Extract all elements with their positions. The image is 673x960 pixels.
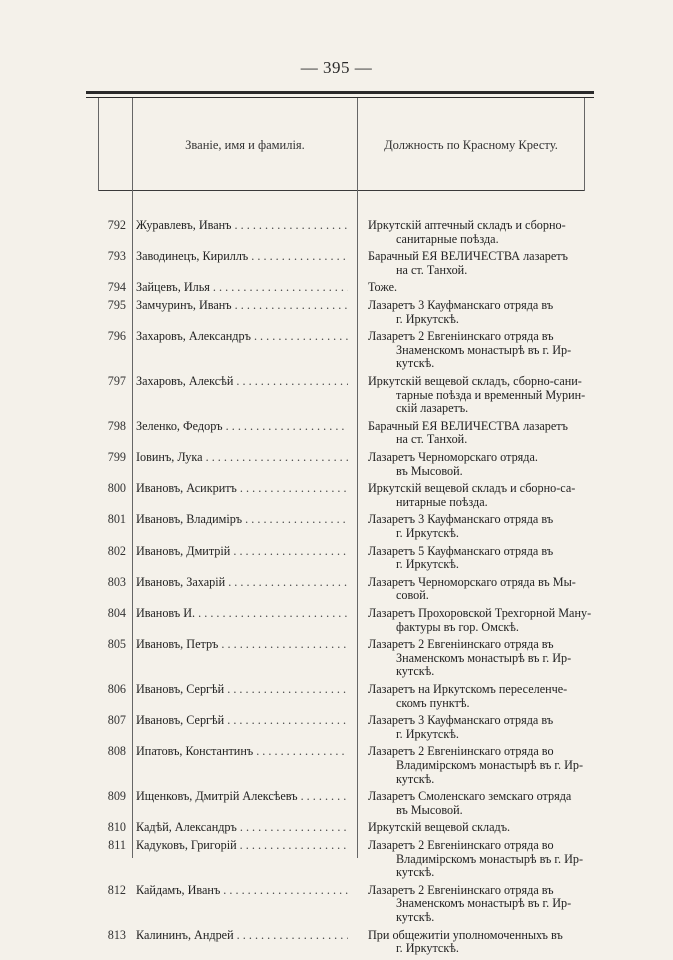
row-number: 807 xyxy=(107,713,126,728)
red-cross-position xyxy=(368,299,584,326)
red-cross-position xyxy=(368,638,584,679)
red-cross-position xyxy=(368,929,584,956)
red-cross-position xyxy=(368,513,584,540)
row-number: 796 xyxy=(107,329,126,344)
row-number: 794 xyxy=(107,280,126,295)
person-name: Кайдамъ, Иванъ . . . xyxy=(136,884,348,898)
row-number: 801 xyxy=(107,512,126,527)
position-line: Иркутскій вещевой складъ. xyxy=(368,820,511,835)
position-line: Барачный ЕЯ ВЕЛИЧЕСТВА лазаретъ xyxy=(368,249,568,264)
position-line: Лазаретъ 2 Евгеніинскаго отряда въ xyxy=(368,637,554,652)
row-number: 792 xyxy=(107,218,126,232)
position-line: кутскѣ. xyxy=(396,356,435,371)
red-cross-position xyxy=(368,839,584,880)
red-cross-position xyxy=(368,420,584,447)
column-divider xyxy=(584,98,585,191)
page-number: — 395 — xyxy=(300,58,373,77)
row-number: 795 xyxy=(107,298,126,312)
red-cross-position xyxy=(368,375,584,416)
person-name: Ивановъ, Захарій . . . xyxy=(136,576,348,590)
person-name: Зеленко, Федоръ . . . xyxy=(136,420,348,434)
position-line: Лазаретъ 2 Евгеніинскаго отряда во xyxy=(368,744,554,759)
person-name: Зайцевъ, Илья . . . xyxy=(136,281,348,295)
position-line: Лазаретъ 2 Евгеніинскаго отряда во xyxy=(368,838,554,852)
position-line: кутскѣ. xyxy=(396,865,435,880)
red-cross-position xyxy=(368,683,584,710)
red-cross-position xyxy=(368,714,584,741)
top-rule-thick xyxy=(86,91,594,94)
red-cross-position xyxy=(368,451,584,478)
position-line: кутскѣ. xyxy=(396,664,435,679)
position-line: санитарные поѣзда. xyxy=(396,231,499,246)
position-line: Лазаретъ 2 Евгеніинскаго отряда въ xyxy=(368,329,554,344)
red-cross-position xyxy=(368,884,584,925)
position-line: кутскѣ. xyxy=(396,909,435,924)
row-number: 793 xyxy=(107,249,126,264)
position-line: Лазаретъ Прохоровской Трехгорной Ману- xyxy=(368,606,592,620)
position-line: При общежитіи уполномоченныхъ въ xyxy=(368,927,563,942)
position-line: Иркутскій вещевой складъ, сборно-сани- xyxy=(368,374,582,388)
row-number: 808 xyxy=(107,744,126,759)
person-name: Замчуринъ, Иванъ . . . xyxy=(136,299,348,313)
column-divider xyxy=(357,98,358,858)
red-cross-position xyxy=(368,790,584,817)
row-number: 802 xyxy=(107,543,126,558)
row-number: 798 xyxy=(107,418,126,433)
person-name: Заводинецъ, Кириллъ . . . xyxy=(136,250,348,264)
position-line: скомъ пунктѣ. xyxy=(396,695,470,710)
person-name: Захаровъ, Александръ . . . xyxy=(136,330,348,344)
row-number: 800 xyxy=(107,481,126,496)
position-line: Лазаретъ 3 Кауфманскаго отряда въ xyxy=(368,713,554,728)
top-rule-thin xyxy=(86,97,594,98)
red-cross-position xyxy=(368,482,584,509)
red-cross-position xyxy=(368,250,584,277)
position-line: фактуры въ гор. Омскѣ. xyxy=(396,619,519,634)
position-line: Лазаретъ 2 Евгеніинскаго отряда въ xyxy=(368,882,554,897)
row-number: 810 xyxy=(107,820,126,835)
position-line: г. Иркутскѣ. xyxy=(396,525,459,540)
row-number: 809 xyxy=(107,789,126,804)
position-line: г. Иркутскѣ. xyxy=(396,557,459,572)
header-rule xyxy=(98,190,584,191)
person-name: Ивановъ, Петръ . . . xyxy=(136,638,348,652)
position-line: Тоже. xyxy=(368,280,398,295)
row-number: 813 xyxy=(107,927,126,942)
position-line: совой. xyxy=(396,588,429,603)
person-name: Журавлевъ, Иванъ . . . xyxy=(136,219,348,233)
person-name: Іовинъ, Лука . . . xyxy=(136,451,348,465)
row-number: 799 xyxy=(107,450,126,464)
position-line: на ст. Танхой. xyxy=(396,262,468,277)
position-line: г. Иркутскѣ. xyxy=(396,311,459,326)
person-name: Кадѣй, Александръ . . . xyxy=(136,821,348,835)
red-cross-position xyxy=(368,576,584,603)
position-line: тарные поѣзда и временный Мурин- xyxy=(396,387,586,402)
position-line: Иркутскій вещевой складъ и сборно-са- xyxy=(368,481,576,496)
column-divider xyxy=(98,98,99,191)
position-line: Знаменскомъ монастырѣ въ г. Ир- xyxy=(396,896,572,911)
position-line: г. Иркутскѣ. xyxy=(396,726,459,741)
position-line: кутскѣ. xyxy=(396,771,435,786)
person-name: Кадуковъ, Григорій . . . xyxy=(136,839,348,853)
row-number: 806 xyxy=(107,682,126,696)
position-line: въ Мысовой. xyxy=(396,463,463,478)
red-cross-position xyxy=(368,821,584,835)
person-name: Ивановъ, Сергѣй . . . xyxy=(136,683,348,697)
red-cross-position xyxy=(368,330,584,371)
row-number: 803 xyxy=(107,574,126,589)
person-name: Ивановъ, Сергѣй . . . xyxy=(136,714,348,728)
row-number: 812 xyxy=(107,882,126,897)
position-line: Владимірскомъ монастырѣ въ г. Ир- xyxy=(396,851,584,866)
person-name: Ивановъ, Дмитрій . . . xyxy=(136,545,348,559)
person-name: Ипатовъ, Константинъ . . . xyxy=(136,745,348,759)
person-name: Ивановъ И. . . . xyxy=(136,607,348,621)
position-line: Лазаретъ 5 Кауфманскаго отряда въ xyxy=(368,543,554,558)
position-line: Лазаретъ 3 Кауфманскаго отряда въ xyxy=(368,298,554,312)
position-line: Лазаретъ Смоленскаго земскаго отряда xyxy=(368,789,572,804)
position-line: г. Иркутскѣ. xyxy=(396,941,459,956)
position-line: Знаменскомъ монастырѣ въ г. Ир- xyxy=(396,342,572,357)
column-header-name: Званіе, имя и фамилія. xyxy=(185,138,305,152)
person-name: Ивановъ, Владиміръ . . . xyxy=(136,513,348,527)
position-line: скій лазаретъ. xyxy=(396,401,469,416)
position-line: нитарные поѣзда. xyxy=(396,494,488,509)
position-line: въ Мысовой. xyxy=(396,802,463,817)
red-cross-position xyxy=(368,745,584,786)
position-line: Лазаретъ Черноморскаго отряда. xyxy=(368,450,538,464)
position-line: Барачный ЕЯ ВЕЛИЧЕСТВА лазаретъ xyxy=(368,418,568,433)
red-cross-position xyxy=(368,219,584,246)
column-divider xyxy=(132,98,133,858)
person-name: Ищенковъ, Дмитрій Алексѣевъ . . . xyxy=(136,790,348,804)
position-line: Владимірскомъ монастырѣ въ г. Ир- xyxy=(396,757,584,772)
person-name: Захаровъ, Алексѣй . . . xyxy=(136,375,348,389)
person-name: Калининъ, Андрей . . . xyxy=(136,929,348,943)
position-line: на ст. Танхой. xyxy=(396,432,468,447)
position-line: Лазаретъ на Иркутскомъ переселенче- xyxy=(368,682,568,696)
row-number: 811 xyxy=(108,838,126,852)
red-cross-position xyxy=(368,606,592,634)
person-name: Ивановъ, Асикритъ . . . xyxy=(136,482,348,496)
row-number: 804 xyxy=(107,606,126,620)
column-header-position: Должность по Красному Кресту. xyxy=(384,138,558,152)
position-line: Знаменскомъ монастырѣ въ г. Ир- xyxy=(396,650,572,665)
position-line: Лазаретъ 3 Кауфманскаго отряда въ xyxy=(368,512,554,527)
row-number: 797 xyxy=(107,374,126,388)
position-line: Иркутскій аптечный складъ и сборно- xyxy=(368,218,566,232)
row-number: 805 xyxy=(107,637,126,652)
red-cross-position xyxy=(368,545,584,572)
red-cross-position xyxy=(368,281,584,295)
position-line: Лазаретъ Черноморскаго отряда въ Мы- xyxy=(368,574,576,589)
